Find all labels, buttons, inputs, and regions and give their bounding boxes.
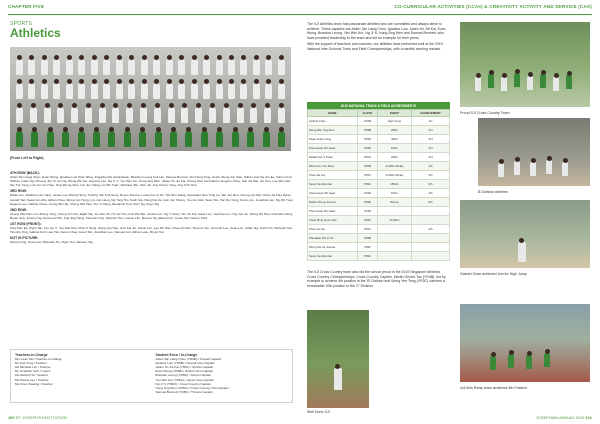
names-heading: 2ND ROW: (10, 207, 28, 212)
team-member-figure (253, 83, 260, 99)
team-member-figure (178, 59, 185, 75)
cell-name: Robert Wong Jun Kai (308, 197, 358, 206)
team-member-figure (16, 131, 23, 147)
names-row-2 (10, 189, 295, 205)
cell-class: YR5C (357, 224, 377, 233)
cell-class: YR6G (357, 152, 377, 161)
teachers-title: Teachers-in-Charge (15, 353, 48, 357)
team-member-figure (178, 83, 185, 99)
cell-event: 1500m (377, 179, 411, 188)
cell-class: YR4D (357, 143, 377, 152)
intro-paragraph: The SJI Athletics team has passionate athletes who are committed and always strive to achieve. These captains are Aiden Tan Liang Chen, Ignatius Low, Jaden Ho Jie Kai, Evan Wong, Brandon Leong, Yeo Wei Jun, Ng Ji Yi, Hong Jing Wen and Samuel Bennett, who have provided leadership to the team and set an example for their peers. (307, 22, 446, 40)
student-icc-item: Samuel Bennett (YR6K) / Throws Captain (155, 389, 213, 394)
student-icc-item: Ng Ji Yi (YR6C) / Cross Country Captain (155, 381, 212, 386)
cell-name: Seow Yao Ren Ian (308, 251, 358, 260)
team-member-figure (57, 107, 64, 123)
team-member-figure (85, 107, 92, 123)
cell-name: Phua Guan Zhi Isaac (308, 206, 358, 215)
names-row-5 (10, 236, 295, 244)
cell-achievement: 3rd (411, 143, 449, 152)
cell-event: 4x100m Relay (377, 170, 411, 179)
cell-achievement: 6th (411, 197, 449, 206)
table-row (308, 125, 450, 134)
team-member-figure (16, 83, 23, 99)
names-heading: 3RD ROW: (10, 189, 28, 194)
table-row (308, 143, 450, 152)
cell-class: YR6B (357, 161, 377, 170)
athlete-figure (508, 354, 514, 368)
cell-achievement (411, 242, 449, 251)
team-member-figure (126, 107, 133, 123)
team-member-figure (278, 131, 285, 147)
cell-name: Phua Jiu Jun (308, 224, 358, 233)
cell-event (377, 251, 411, 260)
team-member-figure (166, 83, 173, 99)
athlete-figure (475, 77, 481, 91)
intro-text (307, 22, 447, 54)
results-caption: 2019 NATIONAL TRACK & FIELD ACHIEVEMENTS (307, 102, 450, 109)
team-member-figure (53, 59, 60, 75)
names-text: Ethan Lim, Matthew Lim Yang, James Lee Zheng Hong, Timothy Tan Kok Seng, Royce Pereira, Lucas Foo Ji Jie, Tan Shu Xiang, Alexander Neo Yong Le, Tan Jun Ren, Chong Jun Wei, Chan Jia Hao Dylan, Gerald Yap, Kwek Jun Zhe, Ethan Chua, Wong Jun Hong, Lim Jun Liang, Ng Yong Hui, Keith Sia, Pang Kai Jie, Goh Jun Sheng, Yeo Jun Wei, Sean Tan, Tan Rui Yang, Kenny Liu, Jonathan Lim, Ng Zhi Yuan, Eugene Lee, Nathan Chew, Leong Wei Jie, Cheng Wei Hao, Teo Yi Xiang, Benjamin Koh, Alvin Ng, Ryan Tay (10, 193, 294, 206)
cell-achievement: 4th (411, 170, 449, 179)
cell-class: YR6F (357, 242, 377, 251)
team-member-figure (240, 83, 247, 99)
team-member-figure (191, 83, 198, 99)
team-member-figure (168, 107, 175, 123)
cell-event: 200m (377, 125, 411, 134)
athlete-figure (540, 74, 546, 88)
team-member-figure (28, 59, 35, 75)
intro-paragraph: With the support of teachers and coaches, our athletes have performed well at the 2019 National Inter-Schools Track and Field Championships, with a handful winning medals. (307, 42, 443, 51)
cross-country-team-caption: Proud SJI Cross Country Team (460, 111, 510, 115)
category-label: SPORTS (10, 21, 33, 27)
team-member-figure (278, 83, 285, 99)
gabriel-high-jump-photo (460, 200, 590, 268)
team-member-figure (103, 83, 110, 99)
column-header: EVENT (377, 110, 411, 117)
teacher-item: Ms Michelle Lim / Teacher (15, 365, 51, 370)
relay-team-photo (460, 304, 590, 382)
team-member-figure (78, 83, 85, 99)
team-member-figure (93, 131, 100, 147)
relay-caption: 4x100m Relay team achieved 4th Position (460, 386, 528, 390)
b-division-photo (478, 118, 590, 186)
column-header: CLASS (357, 110, 377, 117)
cell-name: Rafael Tan Ji Kwan (308, 152, 358, 161)
teacher-item: Mr Lucas Tan / Teacher-in-Charge (15, 357, 62, 362)
cell-class: YR4D (357, 206, 377, 215)
team-member-figure (91, 83, 98, 99)
results-table (307, 102, 450, 261)
cell-achievement: 3rd (411, 152, 449, 161)
cell-achievement: 3rd (411, 134, 449, 143)
team-photo-row-third (16, 83, 285, 99)
team-member-figure (237, 107, 244, 123)
student-icc-column (152, 350, 293, 402)
team-member-figure (128, 83, 135, 99)
names-heading: NOT IN PICTURE: (10, 236, 39, 241)
athlete-figure (544, 353, 550, 367)
cell-achievement: 6th (411, 179, 449, 188)
teachers-box (10, 349, 293, 403)
team-member-figure (62, 131, 69, 147)
footer-right (536, 415, 592, 420)
athlete-figure (518, 242, 526, 262)
student-icc-item: Evan Wong (YR6B) / Sprints Vice-Captain (155, 369, 214, 374)
team-member-figure (78, 131, 85, 147)
names-row-4 (10, 222, 295, 234)
team-photo-row-second (16, 107, 285, 123)
team-member-figure (278, 107, 285, 123)
cell-class: YR4B (357, 117, 377, 126)
team-member-figure (16, 107, 23, 123)
cell-class: YR5C (357, 170, 377, 179)
athlete-figure (498, 163, 504, 177)
team-member-figure (228, 59, 235, 75)
cell-event: 4x100m Relay (377, 161, 411, 170)
chapter-label: CHAPTER FIVE (8, 4, 45, 9)
cell-achievement: 4th (411, 224, 449, 233)
well-done-photo (307, 310, 369, 408)
team-member-figure (28, 83, 35, 99)
team-member-figure (195, 107, 202, 123)
team-member-figure (139, 131, 146, 147)
cell-class: YR5B (357, 233, 377, 242)
cell-class: YR6A (357, 179, 377, 188)
student-icc-item: Aiden Tan Liang Chen (YR6M) / Overall Captain (155, 357, 222, 362)
team-member-figure (140, 107, 147, 123)
team-member-figure (166, 59, 173, 75)
team-member-figure (201, 131, 208, 147)
page-header (0, 0, 600, 13)
cell-achievement (411, 206, 449, 215)
team-member-figure (66, 83, 73, 99)
athlete-figure (514, 73, 520, 87)
cell-name: Chew Ming Xuan Kyle (308, 215, 358, 224)
results-body (308, 117, 450, 261)
cell-achievement: 1st (411, 117, 449, 126)
column-header: NAME (308, 110, 358, 117)
student-icc-item: Hong Jing Wen (YR5G) / Cross Country Vice-Captain (155, 385, 229, 390)
cell-event: High Jump (377, 117, 411, 126)
table-row (308, 161, 450, 170)
team-member-figure (181, 107, 188, 123)
names-heading: 4TH ROW (BACK): (10, 171, 40, 175)
team-member-figure (30, 107, 37, 123)
table-row (308, 206, 450, 215)
team-member-figure (265, 59, 272, 75)
b-division-caption: B Division Athletes (478, 190, 508, 194)
cell-achievement (411, 251, 449, 260)
cell-name: Riyan Arden Tang (308, 134, 358, 143)
team-member-figure (78, 59, 85, 75)
teacher-item: Ms Rachel Ho / Teacher (15, 373, 48, 378)
cell-name: Phua Guan Zhi Isaac (308, 143, 358, 152)
cell-event: Discus (377, 197, 411, 206)
team-member-figure (216, 131, 223, 147)
cross-country-team-photo (460, 22, 590, 107)
teacher-item: Ms Chen Xiaoling / Teacher (15, 381, 53, 386)
cell-event: 200m (377, 152, 411, 161)
student-icc-item: Jaden Ho Jie Kai (YR6L) / Sprints Captain (155, 365, 214, 370)
team-member-figure (264, 107, 271, 123)
team-member-figure (71, 107, 78, 123)
team-member-figure (108, 131, 115, 147)
team-member-figure (185, 131, 192, 147)
cell-name: Ethan Lim Jun Shen (308, 161, 358, 170)
cell-class: YR5D (357, 134, 377, 143)
section-label: CO-CURRICULAR ACTIVITIES (CCAs) & CREATIVITY ACTIVITY AND SERVICE (CAS) (394, 4, 592, 9)
team-member-figure (141, 83, 148, 99)
table-row (308, 152, 450, 161)
team-photo-row-back (16, 59, 285, 75)
team-member-figure (247, 131, 254, 147)
table-row (308, 215, 450, 224)
table-row (308, 197, 450, 206)
table-row (308, 117, 450, 126)
team-member-figure (203, 83, 210, 99)
table-row (308, 224, 450, 233)
left-page-number: 100 (8, 414, 15, 420)
team-member-figure (191, 59, 198, 75)
cell-class: YR5B (357, 125, 377, 134)
names-list (10, 169, 295, 245)
cell-class: YR4D (357, 188, 377, 197)
cell-event: 100m (377, 188, 411, 197)
team-photo-row-front (16, 131, 285, 147)
athlete-figure (546, 160, 552, 174)
cell-class: YR5C (357, 215, 377, 224)
team-member-figure (265, 83, 272, 99)
team-member-figure (124, 131, 131, 147)
team-member-figure (112, 107, 119, 123)
athlete-figure (530, 162, 536, 176)
team-member-figure (116, 83, 123, 99)
cell-event: 400m (377, 134, 411, 143)
cell-name: Chua Guan Zhi Isaac (308, 188, 358, 197)
cell-event: 100m (377, 143, 411, 152)
team-member-figure (154, 107, 161, 123)
cell-achievement: 4th (411, 188, 449, 197)
teacher-item: Mr Joel Chng / Teacher (15, 361, 47, 366)
team-member-figure (44, 107, 51, 123)
athlete-figure (553, 77, 559, 91)
team-member-figure (153, 83, 160, 99)
team-member-figure (228, 83, 235, 99)
footer-left (8, 415, 67, 420)
names-heading: 1ST ROW (FRONT): (10, 222, 42, 227)
athlete-figure (488, 74, 494, 88)
names-text: Aiden Tan Liang Chen, Evan Wong, Ignatius Low Shen Rhey, Pugazhenthi Janardanan, Brandon Leong Kok Lim, Samuel Bennett, Tan Heng Tong, Kelvin Wong Jun Xian, Adrian Joel Ng Jun Ee, Darren Koh Shihao, Isaac Ng, Cheung Jun Xi, Ian Ng, Wong Zhi Jun, Aloysius Lee, Ng Ji Yi, Yeo Wei Jun, Hong Jing Wen, Jaden Ho Jie Kai, Chong Wen Kai Gabriel, Eugene Choo, Koh Jia Wei, Ian Neo, Lau Wei Jian, Tay Tze Yang, Luis Lim Jun Hao, Ong Zheng Xian, Lim Jun Xiang, Lin Zhi Xuan, Nicholas Tan, Wen Jie, Ang Choon Yang, Ang Chin Hao (10, 175, 293, 188)
table-row (308, 242, 450, 251)
team-member-figure (278, 59, 285, 75)
cell-achievement: 3rd (411, 125, 449, 134)
cell-name: Wong Wei Ting Dion (308, 125, 358, 134)
student-icc-item: Ignatius Low (YR5B) / Overall Vice-Captain (155, 361, 215, 366)
athlete-figure (526, 355, 532, 369)
team-member-figure (263, 131, 270, 147)
team-member-figure (103, 59, 110, 75)
cell-name: Seow Yao Ren Ian (308, 179, 358, 188)
team-member-figure (155, 131, 162, 147)
team-member-figure (66, 59, 73, 75)
left-footer-title: ST. JOSEPH'S INSTITUTION (15, 414, 67, 420)
cell-achievement (411, 233, 449, 242)
results-header-row (308, 110, 450, 117)
athlete-figure (490, 356, 496, 370)
student-icc-item: Yeo Wei Jun (YR6A) / Jumps Vice-Captain (155, 377, 214, 382)
cell-class: YR6A (357, 251, 377, 260)
table-row (308, 134, 450, 143)
team-member-figure (253, 59, 260, 75)
cell-event (377, 206, 411, 215)
team-member-figure (41, 83, 48, 99)
team-member-figure (99, 107, 106, 123)
student-icc-item: Brandon Leong (YR5D) / Jumps Captain (155, 373, 212, 378)
cell-name: Phenakar Teh Zi Jin (308, 233, 358, 242)
cell-event (377, 233, 411, 242)
teacher-item: Mr Jonathan Goh / Coach (15, 369, 51, 374)
cell-achievement (411, 215, 449, 224)
cross-country-text: The SJI Cross Country team also did the school proud in the 2019 Singapore Athletics Cross Country Championships. Cross Country Captain, Martin Gerard Tan (YR4B), led by example to achieve 4th position in the 'B' Division and Wong Yen Teng (YR3C) clinched a remarkable 10th position in the 'C' Division. (307, 270, 446, 288)
cell-event: 4x100m (377, 215, 411, 224)
names-row-3 (10, 208, 295, 220)
athlete-figure (514, 161, 520, 175)
cell-name: Gabriel Chan (308, 117, 358, 126)
table-row (308, 179, 450, 188)
team-member-figure (209, 107, 216, 123)
header-divider (8, 14, 592, 15)
team-member-figure (223, 107, 230, 123)
table-row (308, 188, 450, 197)
teacher-item: Ms Hanna Lee / Teacher (15, 377, 49, 382)
cell-event (377, 224, 411, 233)
names-text: Ong Kian Ee, Ryan Tan, Lim Jie Yi, Yeo Wei Kiat, Chia Yi Heng, Wong Jun Hao, Goh Kai Jie, Kelvin Lim, Lee Zhi Hao, Chua Jin Wei, Terence Teo, Kenneth Lee, Sean Lim, Julian Ng, Justin Ho, Nicholas Sim, Timothy Ong, Gabriel Koh, Ivan Tan, Aaron Chua, Jared Tan, Jonathan Lee, Samuel Lim, Ethan Loke, Bryan Tan (10, 226, 294, 235)
team-member-figure (250, 107, 257, 123)
team-member-figure (232, 131, 239, 147)
page-title: Athletics (10, 26, 61, 40)
table-row (308, 251, 450, 260)
student-icc-title: Student Exco / In-Charge (155, 353, 198, 357)
team-member-figure (31, 131, 38, 147)
team-photo-caption: (From Left to Right) (10, 156, 44, 160)
cell-achievement: 4th (411, 161, 449, 170)
column-header: ACHIEVEMENT (411, 110, 449, 117)
team-member-figure (216, 83, 223, 99)
page-footer (8, 413, 592, 421)
athlete-figure (562, 162, 568, 176)
cell-name: Wong Kai Jie Joshua (308, 242, 358, 251)
teachers-column (11, 350, 152, 402)
well-done-caption: Well Done SJI (307, 410, 330, 414)
athlete-figure (527, 76, 533, 90)
right-page-number: 101 (585, 414, 592, 420)
athlete-figure (566, 75, 572, 89)
names-row-1 (10, 171, 295, 187)
athlete-figure (334, 368, 342, 390)
cell-name: Chua Jia Jun (308, 170, 358, 179)
team-photo (10, 47, 291, 151)
team-member-figure (116, 59, 123, 75)
gabriel-caption: Gabriel Chan achieved 2nd for High Jump (460, 272, 527, 276)
team-member-figure (216, 59, 223, 75)
team-member-figure (16, 59, 23, 75)
cell-event (377, 242, 411, 251)
team-member-figure (141, 59, 148, 75)
team-member-figure (240, 59, 247, 75)
names-text: Cheng Wei Hao, Lim Zheng Yang, Chong Jun Kai, Elijah Tan, Liu Wei Jie, Ho Jun Hui, Koh Zhi Wei, Jordan Lim, Ng Yi Xuan, Teo Jin Kai, Isaac Lee, Yap Kai Lun, Ong Jun Jie, Wong Shi Hao, Chia Wei Kang, Bryan Goh, Jeremy Ng, Desmond Toh, Ang Jing Heng, Kenneth Ong, Sherwin Tan, Lincoln Lim, Marcus Ng, Ethan Koh, Lucas Tan, Darren Chia (10, 211, 293, 220)
names-text: Darren Ong, Kevin Lau, Brandon Ho, Ryan Teo, Samuel Yap (10, 240, 93, 245)
team-member-figure (170, 131, 177, 147)
cell-class: YR6E (357, 197, 377, 206)
table-row (308, 170, 450, 179)
team-member-figure (91, 59, 98, 75)
team-member-figure (203, 59, 210, 75)
table-row (308, 233, 450, 242)
team-member-figure (47, 131, 54, 147)
team-member-figure (53, 83, 60, 99)
athlete-figure (501, 77, 507, 91)
team-member-figure (128, 59, 135, 75)
right-footer-title: JOSEPHIAN ANNUAL 2019 (536, 414, 585, 420)
team-member-figure (153, 59, 160, 75)
team-member-figure (41, 59, 48, 75)
